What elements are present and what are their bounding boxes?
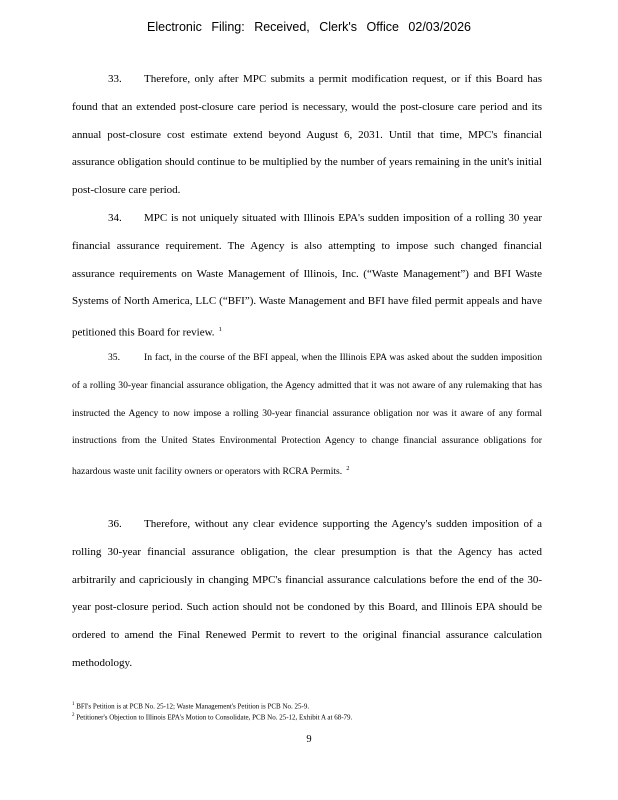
footnotes (72, 700, 542, 723)
filing-header: Electronic Filing: Received, Clerk's Office 02/03/2026 (147, 20, 471, 34)
footnote-ref: 1 (218, 326, 222, 334)
paragraph-number: 33. (108, 73, 122, 85)
page-number: 9 (306, 734, 312, 745)
paragraph-text: In fact, in the course of the BFI appeal, when the Illinois EPA was asked about the sudden imposition of a rolling 30-year financial assurance obligation, the Agency admitted that it was not aware of any rulemaking that has instructed the Agency to now impose a rolling 30-year financial assurance obligation nor was it aware of any formal instructions from the United States Environmental Protection Agency to change financial assurance obligations for hazardous waste unit facility owners or operators with RCRA Permits. (72, 352, 542, 478)
paragraph-34 (72, 205, 542, 348)
footnote: $^1$ BFI's Petition is at PCB No. 25-12; Waste Management's Petition is PCB No. 25-9. (72, 702, 310, 711)
paragraph-35 (72, 344, 542, 486)
paragraph-33 (72, 66, 542, 205)
paragraph-36 (72, 511, 542, 678)
paragraph-text: Therefore, only after MPC submits a permit modification request, or if this Board has found that an extended post-closure care period is necessary, would the post-closure care period and its annual post-closure cost estimate extend beyond August 6, 2031. Until that time, MPC's financial assurance obligation should continue to be multiplied by the number of years remaining in the unit's initial post-closure care period. (72, 73, 542, 197)
paragraph-number: 34. (108, 212, 122, 224)
footnote-ref: 2 (346, 465, 350, 473)
paragraph-number: 36. (108, 518, 122, 530)
paragraph-text: Therefore, without any clear evidence supporting the Agency's sudden imposition of a rolling 30-year financial assurance obligation, the clear presumption is that the Agency has acted arbitrarily and capriciously in changing MPC's financial assurance calculations before the end of the 30-year post-closure period. Such action should not be condoned by this Board, and Illinois EPA should be ordered to amend the Final Renewed Permit to revert to the original financial assurance calculation methodology. (72, 518, 542, 669)
footnote: $^2$ Petitioner's Objection to Illinois EPA's Motion to Consolidate, PCB No. 25-12, Exhibit A at 68-79. (72, 713, 353, 722)
paragraph-text: MPC is not uniquely situated with Illinois EPA's sudden imposition of a rolling 30 year financial assurance requirement. The Agency is also attempting to impose such changed financial assurance requirements on Waste Management of Illinois, Inc. (“Waste Management”) and BFI Waste Systems of North America, LLC (“BFI”). Waste Management and BFI have filed permit appeals and have petitioned this Board for review. (72, 212, 542, 339)
paragraph-number: 35. (108, 352, 120, 363)
